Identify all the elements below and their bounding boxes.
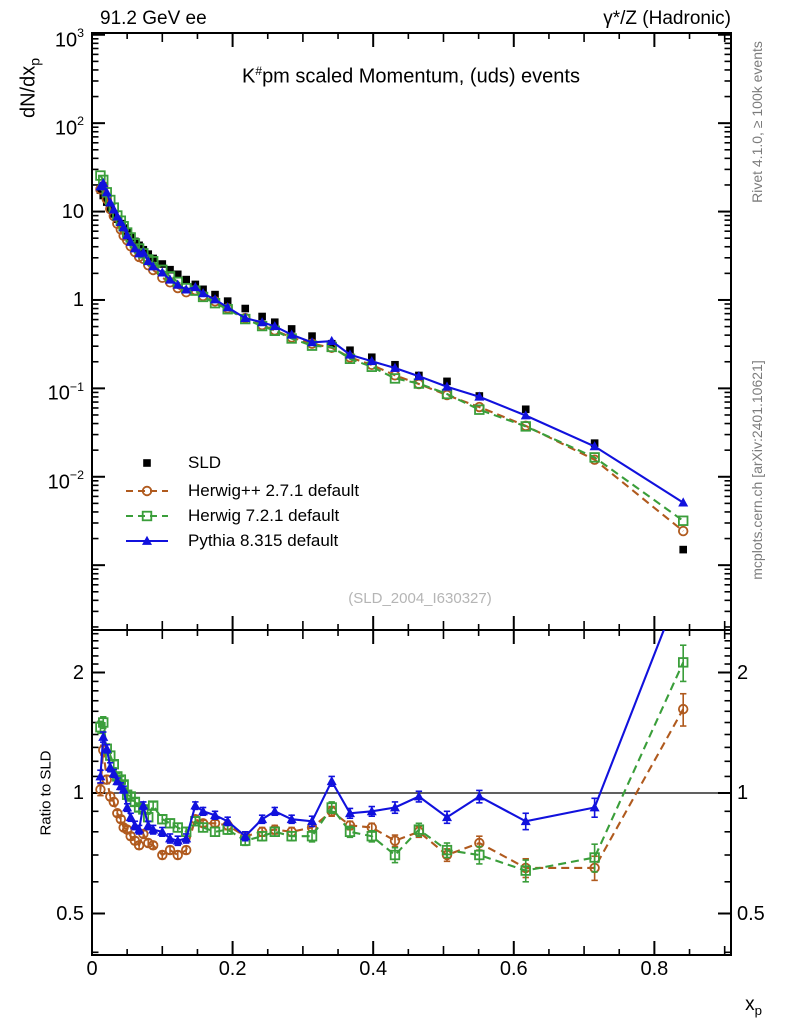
mcplots-arxiv-note: mcplots.cern.ch [arXiv:2401.10621] bbox=[749, 360, 765, 580]
x-axis-tick-label: 0.4 bbox=[359, 958, 388, 980]
legend-item-herwigpp bbox=[124, 482, 359, 500]
legend-item-sld bbox=[124, 454, 221, 472]
x-axis-tick-label: 0.8 bbox=[640, 958, 669, 980]
legend-label: Herwig++ 2.7.1 default bbox=[188, 481, 360, 500]
legend-label: Pythia 8.315 default bbox=[188, 531, 339, 550]
ratio-tick-label-right: 1 bbox=[737, 782, 749, 804]
legend-item-herwig7 bbox=[124, 507, 339, 525]
y-axis-tick-label: $10^3$ bbox=[54, 25, 84, 52]
analysis-id-watermark: (SLD_2004_I630327) bbox=[348, 590, 492, 607]
ratio-axis-label: Ratio to SLD bbox=[37, 750, 55, 836]
ratio-tick-label-left: 0.5 bbox=[56, 902, 84, 925]
plot-title-rest: pm scaled Momentum, (uds) events bbox=[262, 65, 580, 88]
legend-label: SLD bbox=[188, 453, 222, 472]
pythia-marker-icon bbox=[124, 532, 170, 550]
plot-title-prefix: K bbox=[242, 65, 256, 88]
rivet-version-note: Rivet 4.1.0, ≥ 100k events bbox=[749, 41, 765, 203]
y-axis-tick-label: $10^{-2}$ bbox=[47, 467, 84, 494]
plot-title bbox=[242, 64, 580, 89]
x-axis-tick-label: 0.6 bbox=[499, 958, 528, 980]
y-axis-tick-label: 1 bbox=[72, 288, 84, 311]
y-axis-tick-label: $10^{-1}$ bbox=[47, 379, 84, 406]
legend-item-pythia bbox=[124, 532, 338, 550]
y-axis-label: $dN/dx_p$ bbox=[17, 57, 43, 119]
ratio-tick-label-left: 1 bbox=[72, 782, 84, 804]
ratio-tick-label-right: 0.5 bbox=[737, 902, 765, 925]
y-axis-tick-label: 10 bbox=[61, 200, 84, 223]
ratio-tick-label-right: 2 bbox=[737, 661, 749, 684]
herwigpp-marker-icon bbox=[124, 482, 170, 500]
ratio-tick-label-left: 2 bbox=[72, 661, 84, 684]
y-axis-tick-label: $10^2$ bbox=[54, 114, 84, 140]
ratio-panel-series bbox=[95, 566, 688, 882]
legend-label: Herwig 7.2.1 default bbox=[188, 506, 340, 525]
plot-title-sup: # bbox=[255, 64, 263, 78]
herwig7-marker-icon bbox=[124, 507, 170, 525]
x-axis-tick-label: 0.2 bbox=[218, 958, 247, 980]
beam-energy-label: 91.2 GeV ee bbox=[100, 8, 207, 29]
sld-marker-icon bbox=[124, 454, 170, 472]
x-axis-label: $x_p$ bbox=[745, 994, 762, 1018]
x-axis-tick-label: 0 bbox=[86, 958, 98, 980]
process-label: γ*/Z (Hadronic) bbox=[603, 8, 731, 29]
